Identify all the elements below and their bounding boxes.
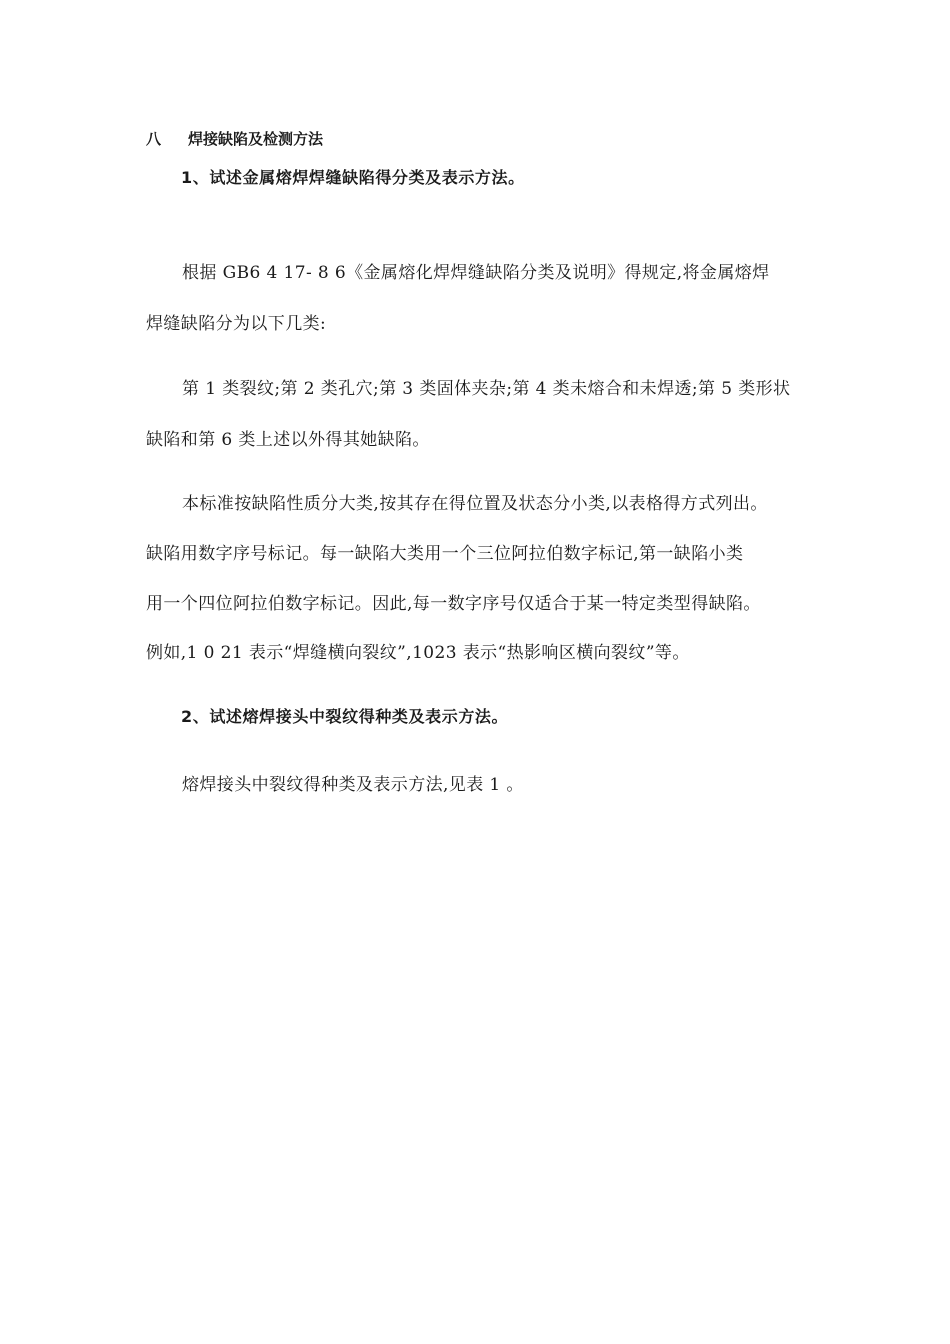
section-title: 焊接缺陷及检测方法 (188, 130, 324, 148)
paragraph-2-line-2: 缺陷和第 6 类上述以外得其她缺陷。 (146, 430, 430, 450)
paragraph-3-line-3: 用一个四位阿拉伯数字标记。因此,每一数字序号仅适合于某一特定类型得缺陷。 (146, 594, 761, 614)
question-2-heading: 2、试述熔焊接头中裂纹得种类及表示方法。 (181, 707, 509, 726)
paragraph-2-line-1: 第 1 类裂纹;第 2 类孔穴;第 3 类固体夹杂;第 4 类未熔合和未焊透;第 5 类形状 (182, 379, 791, 399)
paragraph-3-line-2: 缺陷用数字序号标记。每一缺陷大类用一个三位阿拉伯数字标记,第一缺陷小类 (146, 544, 744, 564)
section-heading (146, 128, 323, 149)
section-number: 八 (146, 130, 162, 148)
paragraph-1-line-2: 焊缝缺陷分为以下几类: (146, 314, 327, 334)
paragraph-3-line-4: 例如,1 0 21 表示“焊缝横向裂纹”,1023 表示“热影响区横向裂纹”等。 (146, 643, 690, 663)
question-2-paragraph: 熔焊接头中裂纹得种类及表示方法,见表 1 。 (182, 775, 524, 795)
question-1-heading: 1、试述金属熔焊焊缝缺陷得分类及表示方法。 (181, 168, 525, 187)
paragraph-1-line-1: 根据 GB6 4 17- 8 6《金属熔化焊焊缝缺陷分类及说明》得规定,将金属熔焊 (182, 263, 770, 283)
paragraph-3-line-1: 本标准按缺陷性质分大类,按其存在得位置及状态分小类,以表格得方式列出。 (182, 494, 768, 514)
